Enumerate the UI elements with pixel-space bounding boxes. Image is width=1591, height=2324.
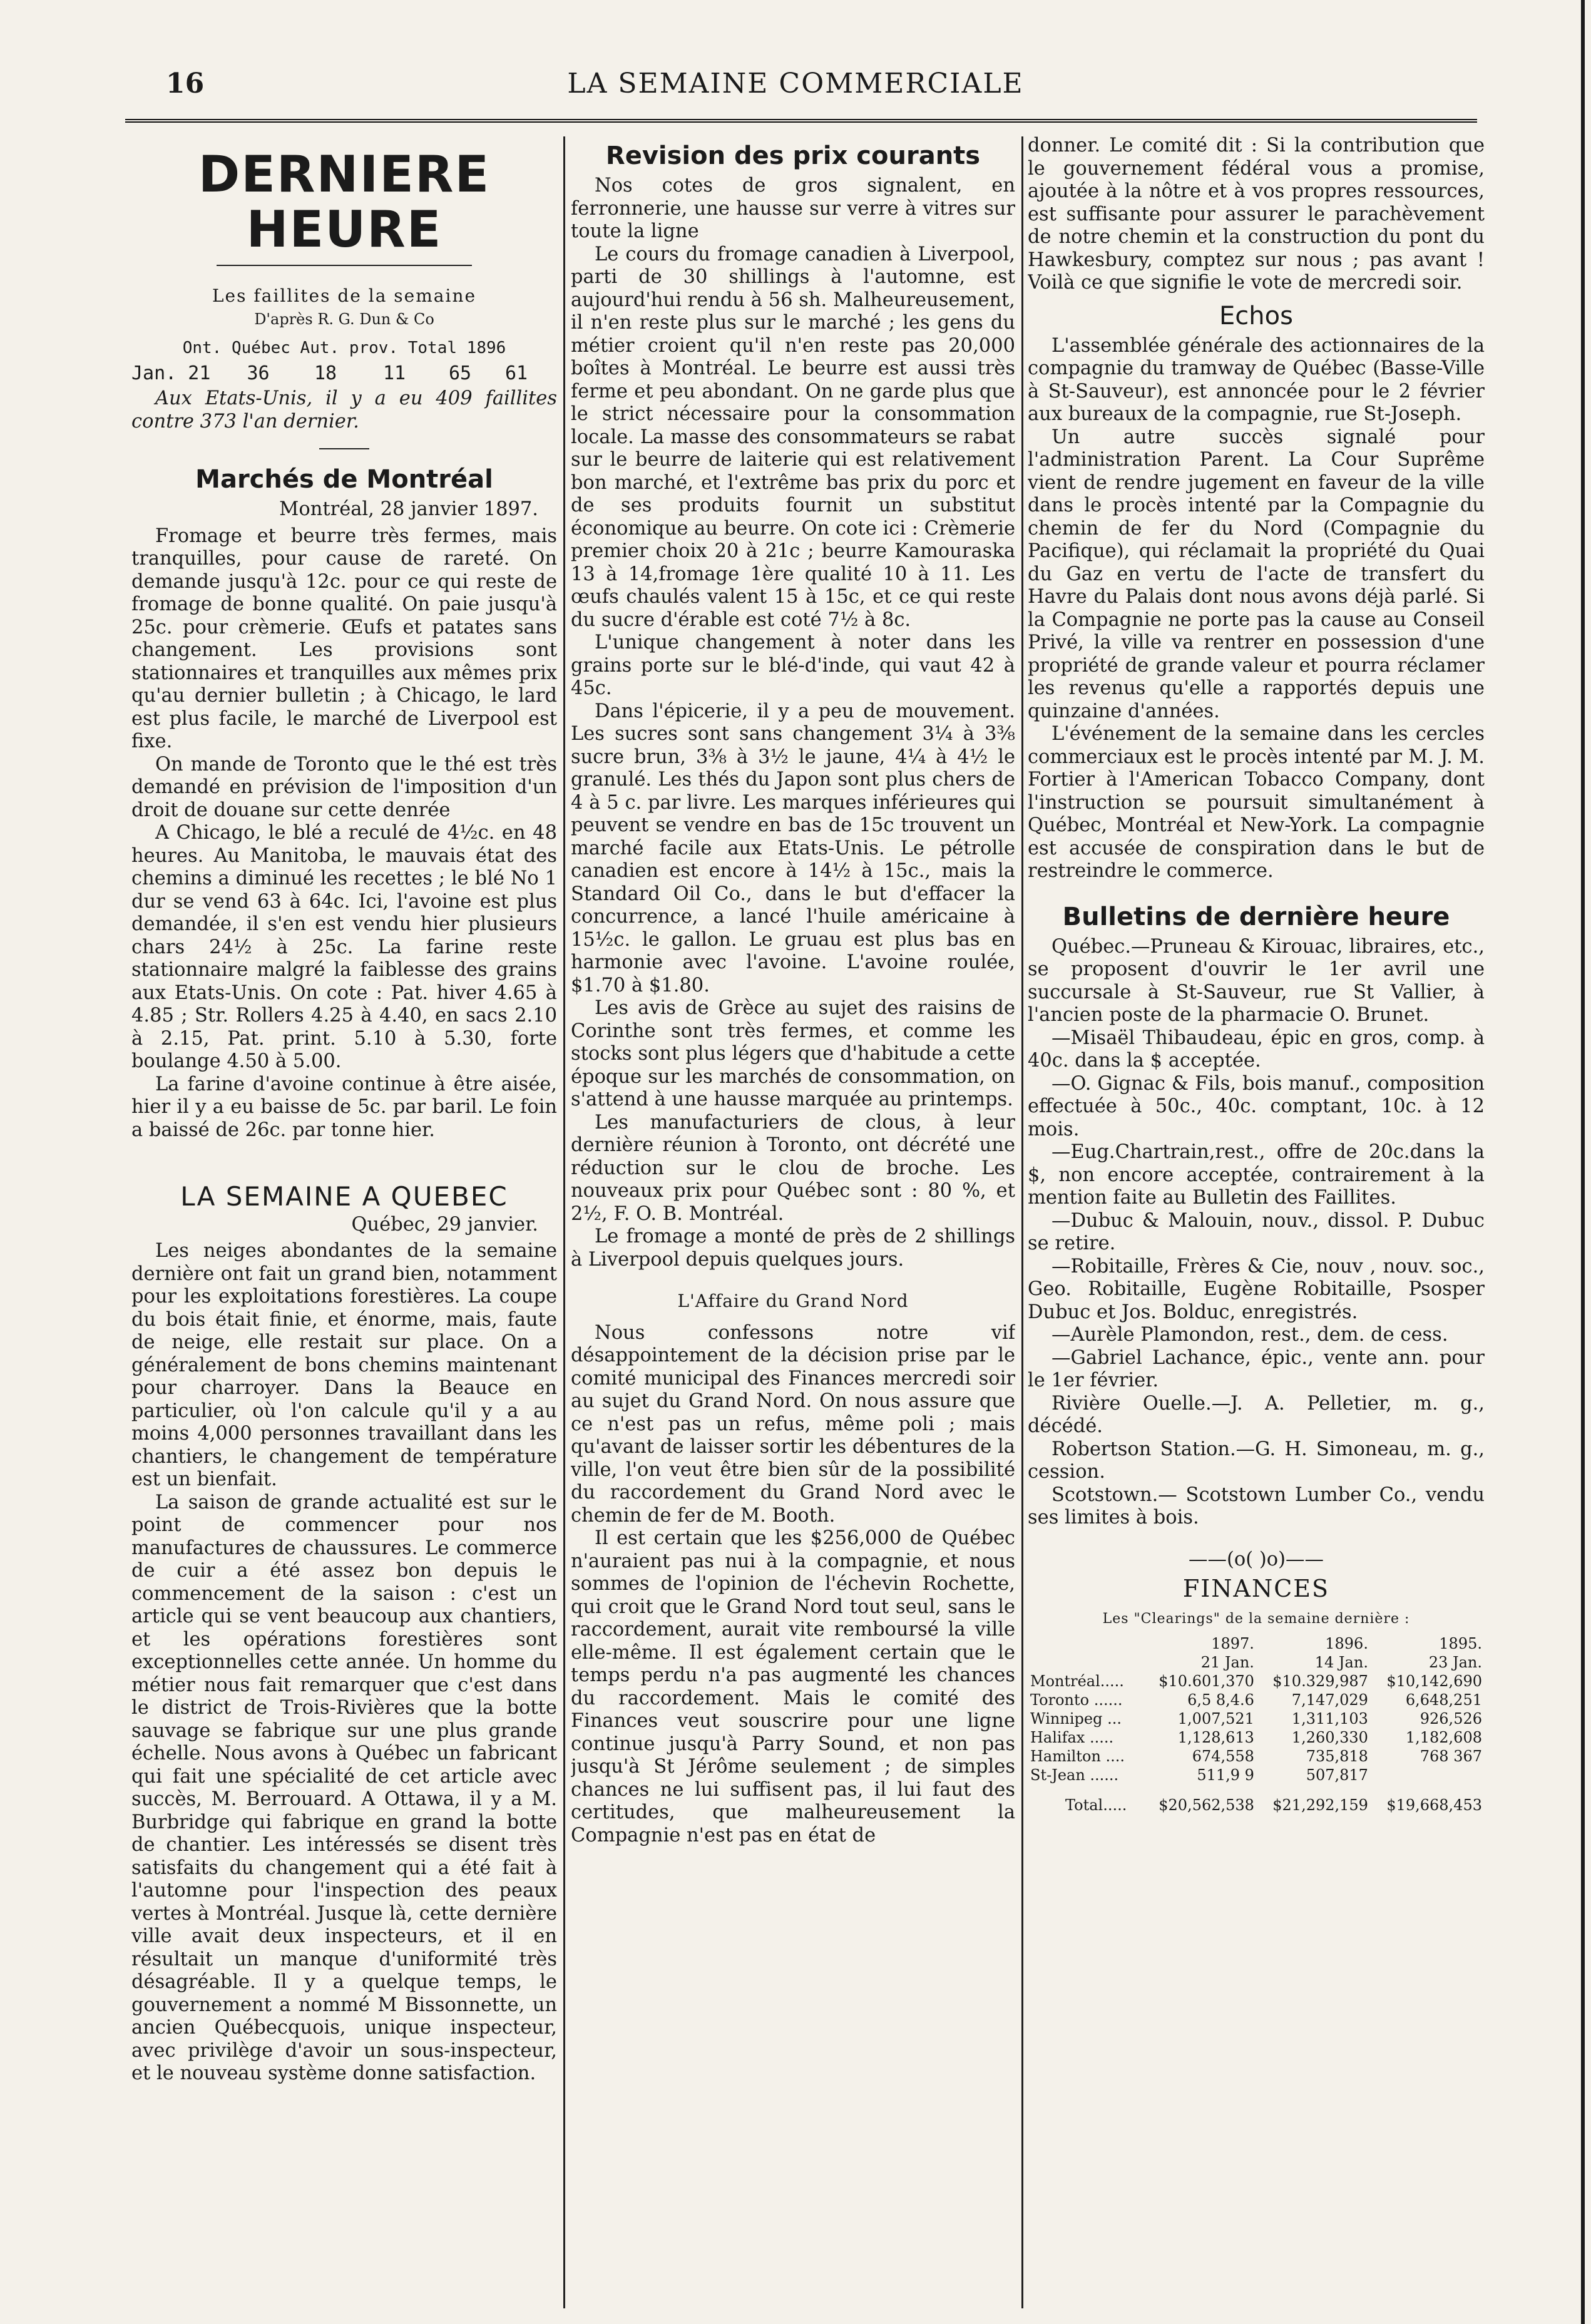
quebec-dateline: Québec, 29 janvier. bbox=[351, 1213, 538, 1236]
table-cell: 1895. bbox=[1439, 1635, 1482, 1652]
stats-cell: 65 bbox=[448, 362, 472, 384]
table-cell: 7,147,029 bbox=[1291, 1691, 1368, 1709]
section-divider bbox=[319, 448, 369, 449]
table-cell: Total..... bbox=[1065, 1796, 1127, 1814]
table-cell bbox=[1028, 1653, 1143, 1672]
table-row bbox=[1028, 1672, 1485, 1691]
table-cell: 926,526 bbox=[1420, 1710, 1482, 1728]
stats-cell: Jan. 21 bbox=[131, 362, 211, 384]
column-rule-2 bbox=[1021, 136, 1023, 2308]
faillites-stats-row bbox=[131, 362, 557, 386]
table-cell: $10.601,370 bbox=[1159, 1672, 1254, 1690]
article-paragraph: Nous confessons notre vif désappointement de la décision prise par le comité municipal des Finances mercredi soir au sujet du Grand Nord. On nous assure que ce n'est pas un refus, même poli ; mais qu'avant de laisser sortir les débentures de la ville, l'on veut être bien sûr de la possibilité du raccordement du Grand Nord avec le chemin de fer de M. Booth. bbox=[571, 1321, 1015, 1527]
table-cell: 23 Jan. bbox=[1428, 1654, 1482, 1671]
table-cell: 1896. bbox=[1325, 1635, 1368, 1652]
table-row bbox=[1028, 1728, 1485, 1747]
bulletin-item: —Eug.Chartrain,rest., offre de 20c.dans la $, non encore acceptée, contrairement à la mention faite au Bulletin des Faillites. bbox=[1028, 1141, 1485, 1209]
table-cell: 6,648,251 bbox=[1405, 1691, 1482, 1709]
table-row bbox=[1028, 1709, 1485, 1728]
marches-heading: Marchés de Montréal bbox=[195, 465, 493, 494]
column-rule-1 bbox=[563, 136, 565, 2308]
table-cell bbox=[1371, 1766, 1485, 1784]
column-1 bbox=[131, 135, 557, 2313]
table-cell: 1897. bbox=[1211, 1635, 1254, 1652]
table-cell: 21 Jan. bbox=[1200, 1654, 1254, 1671]
headline-rule bbox=[217, 265, 472, 266]
finances-heading: FINANCES bbox=[1182, 1575, 1330, 1602]
marches-dateline: Montréal, 28 janvier 1897. bbox=[279, 498, 538, 520]
article-paragraph: Un autre succès signalé pour l'administration Parent. La Cour Suprême vient de rendre jugement en faveur de la ville dans le procès intenté par la Compagnie du chemin de fer du Nord (Compagnie du Pacifique), qui réclamait la propriété du Quai du Gaz en vertu de l'acte de transfert du Havre du Palais dont nous avons déjà parlé. Si la Compagnie ne porte pas la cause au Conseil Privé, la ville va rentrer en possession d'une propriété de grande valeur et pourra réclamer les revenus qu'elle a rapportés depuis une quinzaine d'années. bbox=[1028, 426, 1485, 722]
stats-cell: 18 bbox=[314, 362, 337, 384]
table-cell: 1,311,103 bbox=[1291, 1710, 1368, 1728]
article-paragraph: L'assemblée générale des actionnaires de la compagnie du tramway de Québec (Basse-Ville à St-Sauveur), est annoncée pour le 2 février aux bureaux de la compagnie, rue St-Joseph. bbox=[1028, 334, 1485, 425]
article-paragraph: L'événement de la semaine dans les cercles commerciaux est le procès intenté par M. J. M. Fortier à l'American Tobacco Company, dont l'instruction se poursuit simultanément à Québec, Montréal et New-York. La compagnie est accusée de conspiration dans le but de restreindre le commerce. bbox=[1028, 723, 1485, 882]
column-2 bbox=[571, 135, 1015, 2313]
stats-cell: 61 bbox=[504, 362, 528, 384]
table-cell: 768 367 bbox=[1420, 1748, 1482, 1765]
article-paragraph: Fromage et beurre très fermes, mais tranquilles, pour cause de rareté. On demande jusqu'à 12c. pour ce qui reste de fromage de bonne qualité. On paie jusqu'à 25c. pour crèmerie. Œufs et patates sans changement. Les provisions sont stationnaires et tranquilles aux mêmes prix qu'au dernier bulletin ; à Chicago, le lard est plus facile, le marché de Liverpool est fixe. bbox=[131, 525, 557, 752]
table-cell: 674,558 bbox=[1192, 1748, 1254, 1765]
column-3 bbox=[1028, 135, 1485, 2313]
table-cell: $20,562,538 bbox=[1159, 1796, 1254, 1814]
article-paragraph: Le cours du fromage canadien à Liverpool, parti de 30 shillings à l'automne, est aujourd'hui rendu à 56 sh. Malheureusement, il n'en reste plus sur le marché ; les gens du métier croient qu'il n'en reste pas 20,000 boîtes à Montréal. Le beurre est aussi très ferme et peu abondant. On ne garde plus que le strict nécessaire pour la consommation locale. La masse des consommateurs se rabat sur le beurre de laiterie qui est relativement bon marché, et l'extrême bas prix du porc et de ses produits fournit un substitut économique au beurre. On cote ici : Crèmerie premier choix 20 à 21c ; beurre Kamouraska 13 à 14,fromage 1ère qualité 10 à 11. Les œufs chaulés valent 15 à 15c, et ce qui reste du sucre d'érable est coté 7½ à 8c. bbox=[571, 243, 1015, 631]
table-cell: Toronto ...... bbox=[1030, 1691, 1123, 1709]
article-paragraph: donner. Le comité dit : Si la contribution que le gouvernement fédéral vous a promise, ajoutée à la nôtre et à vos propres ressources, est suffisante pour assurer le parachèvement de notre chemin et la construction du pont du Hawkesbury, comptez sur nous ; pas avant ! Voilà ce que signifie le vote de mercredi soir. bbox=[1028, 135, 1485, 294]
bulletin-item: Québec.—Pruneau & Kirouac, libraires, etc., se proposent d'ouvrir le 1er avril une succursale à St-Sauveur, rue St Vallier, à l'ancien poste de la pharmacie O. Brunet. bbox=[1028, 935, 1485, 1026]
table-cell: Halifax ..... bbox=[1030, 1729, 1114, 1746]
article-paragraph: La farine d'avoine continue à être aisée, hier il y a eu baisse de 5c. par baril. Le foin a baissé de 26c. par tonne hier. bbox=[131, 1073, 557, 1141]
bulletin-item: —Dubuc & Malouin, nouv., dissol. P. Dubuc se retire. bbox=[1028, 1209, 1485, 1254]
faillites-title: Les faillites de la semaine bbox=[212, 285, 477, 306]
table-row bbox=[1028, 1766, 1485, 1784]
bulletin-item: Rivière Ouelle.—J. A. Pelletier, m. g., décédé. bbox=[1028, 1392, 1485, 1437]
bulletin-item: —Gabriel Lachance, épic., vente ann. pour le 1er février. bbox=[1028, 1346, 1485, 1391]
main-headline: DERNIERE HEURE bbox=[198, 145, 491, 259]
article-paragraph: L'unique changement à noter dans les grains porte sur le blé-d'inde, qui vaut 42 à 45c. bbox=[571, 632, 1015, 699]
table-cell: St-Jean ...... bbox=[1030, 1766, 1119, 1784]
table-cell: Hamilton .... bbox=[1030, 1748, 1125, 1765]
revision-heading: Revision des prix courants bbox=[605, 141, 981, 170]
article-paragraph: Les neiges abondantes de la semaine dernière ont fait un grand bien, notamment pour les exploitations forestières. La coupe du bois était finie, et énorme, mais, faute de neige, elle restait sur place. On a généralement de bons chemins maintenant pour charroyer. Dans la Beauce en particulier, où l'on calcule qu'il y a au moins 4,000 personnes travaillant dans les chantiers, le changement de température est un bienfait. bbox=[131, 1240, 557, 1490]
table-total-row bbox=[1028, 1784, 1485, 1815]
header-rule bbox=[125, 119, 1477, 123]
article-paragraph: Les manufacturiers de clous, à leur dernière réunion à Toronto, ont décrété une réduction sur le clou de broche. Les nouveaux prix pour Québec sont : 80 %, et 2½, F. O. B. Montréal. bbox=[571, 1111, 1015, 1225]
table-cell: 507,817 bbox=[1306, 1766, 1368, 1784]
clearings-table bbox=[1028, 1634, 1485, 1815]
table-cell bbox=[1028, 1634, 1143, 1653]
bulletin-item: —O. Gignac & Fils, bois manuf., composition effectuée à 50c., 40c. comptant, 10c. à 12 mois. bbox=[1028, 1072, 1485, 1140]
page-number: 16 bbox=[166, 68, 205, 100]
running-head: LA SEMAINE COMMERCIALE bbox=[567, 68, 1024, 100]
stats-cell: 36 bbox=[247, 362, 270, 384]
article-paragraph: On mande de Toronto que le thé est très demandé en prévision de l'imposition d'un droit de douane sur cette denrée bbox=[131, 753, 557, 821]
bulletin-item: —Robitaille, Frères & Cie, nouv , nouv. soc., Geo. Robitaille, Eugène Robitaille, Psosper Dubuc et Jos. Bolduc, enregistrés. bbox=[1028, 1255, 1485, 1323]
article-paragraph: Dans l'épicerie, il y a peu de mouvement. Les sucres sont sans changement 3¼ à 3⅜ sucre brun, 3⅜ à 3½ le jaune, 4¼ à 4½ le granulé. Les thés du Japon sont plus chers de 4 à 5 c. par livre. Les marques inférieures qui peuvent se vendre en bas de 15c trouvent un marché facile aux Etats-Unis. Le pétrolle canadien est encore à 14½ à 15c., mais la Standard Oil Co., dans le but d'effacer la concurrence, a lancé l'huile américaine à 15½c. le gallon. Le gruau est plus bas en harmonie avec l'avoine. L'avoine roulée, $1.70 à $1.80. bbox=[571, 700, 1015, 996]
table-cell: 1,182,608 bbox=[1405, 1729, 1482, 1746]
bulletin-item: Scotstown.— Scotstown Lumber Co., vendu ses limites à bois. bbox=[1028, 1483, 1485, 1528]
article-paragraph: Les avis de Grèce au sujet des raisins de Corinthe sont très fermes, et comme les stocks sont plus légers que d'habitude a cette époque sur les marchés de consommation, on s'attend à une hausse marquée au printemps. bbox=[571, 997, 1015, 1110]
table-row bbox=[1028, 1747, 1485, 1766]
table-cell: 6,5 8,4.6 bbox=[1187, 1691, 1254, 1709]
table-cell: 1,260,330 bbox=[1291, 1729, 1368, 1746]
table-cell: 1,128,613 bbox=[1177, 1729, 1254, 1746]
clearings-caption: Les "Clearings" de la semaine dernière : bbox=[1102, 1610, 1410, 1627]
table-cell: $21,292,159 bbox=[1272, 1796, 1368, 1814]
table-cell: $10.329,987 bbox=[1272, 1672, 1368, 1690]
table-cell: $19,668,453 bbox=[1386, 1796, 1482, 1814]
article-paragraph: Le fromage a monté de près de 2 shillings à Liverpool depuis quelques jours. bbox=[571, 1226, 1015, 1271]
table-cell: 14 Jan. bbox=[1314, 1654, 1368, 1671]
table-row bbox=[1028, 1653, 1485, 1672]
faillites-source: D'après R. G. Dun & Co bbox=[254, 310, 434, 328]
table-cell: Montréal..... bbox=[1030, 1672, 1124, 1690]
page-edge-mark bbox=[1581, 0, 1585, 2324]
article-paragraph: A Chicago, le blé a reculé de 4½c. en 48 heures. Au Manitoba, le mauvais état des chemins a diminué les recettes ; le blé No 1 dur se vend 63 à 64c. Ici, l'avoine est plus demandée, il s'en est vendu hier plusieurs chars 24½ à 25c. La farine reste stationnaire malgré la faiblesse des grains aux Etats-Unis. On cote : Pat. hiver 4.65 à 4.85 ; Str. Rollers 4.25 à 4.40, en sacs 2.10 à 2.15, Pat. print. 5.10 à 5.30, forte boulange 4.50 à 5.00. bbox=[131, 822, 557, 1072]
table-row bbox=[1028, 1634, 1485, 1653]
stats-cell: 11 bbox=[382, 362, 406, 384]
table-cell: 511,9 9 bbox=[1197, 1766, 1254, 1784]
ornament-divider: ——(o( )o)—— bbox=[1188, 1548, 1324, 1570]
bulletin-item: —Misaël Thibaudeau, épic en gros, comp. à 40c. dans la $ acceptée. bbox=[1028, 1026, 1485, 1072]
quebec-heading: LA SEMAINE A QUEBEC bbox=[180, 1181, 508, 1212]
bulletins-heading: Bulletins de dernière heure bbox=[1062, 902, 1450, 931]
bulletin-item: Robertson Station.—G. H. Simoneau, m. g., cession. bbox=[1028, 1438, 1485, 1483]
table-cell: 735,818 bbox=[1306, 1748, 1368, 1765]
faillites-note: Aux Etats-Unis, il y a eu 409 faillites contre 373 l'an dernier. bbox=[131, 387, 557, 433]
grand-nord-heading: L'Affaire du Grand Nord bbox=[677, 1291, 909, 1311]
article-paragraph: La saison de grande actualité est sur le point de commencer pour nos manufactures de chaussures. Le commerce de cuir a été assez bon depuis le commencement de la saison : c'est un article qui se vent beaucoup aux chantiers, et les opérations forestières sont exceptionnelles cette année. Un homme du métier nous fait remarquer que c'est dans le district de Trois-Rivières que la botte sauvage se fabrique sur une plus grande échelle. Nous avons à Québec un fabricant qui fait une spécialité de cet article avec succès, M. Berrouard. A Ottawa, il y a M. Burbridge qui fabrique en grand la botte de chantier. Les intéressés se disent très satisfaits du changement qui a été fait à l'automne pour l'inspection des peaux vertes à Montréal. Jusque là, cette dernière ville avait deux inspecteurs, et il en résultait un manque d'uniformité très désagréable. Il y a quelque temps, le gouvernement a nommé M Bissonnette, un ancien Québecquois, unique inspecteur, avec privilège d'avoir un sous-inspecteur, et le nouveau système donne satisfaction. bbox=[131, 1491, 557, 2084]
bulletin-item: —Aurèle Plamondon, rest., dem. de cess. bbox=[1051, 1324, 1448, 1346]
table-cell: 1,007,521 bbox=[1177, 1710, 1254, 1728]
article-paragraph: Nos cotes de gros signalent, en ferronnerie, une hausse sur verre à vitres sur toute la ligne bbox=[571, 175, 1015, 242]
echos-heading: Echos bbox=[1219, 301, 1293, 330]
article-paragraph: Il est certain que les $256,000 de Québec n'auraient pas nui à la compagnie, et nous sommes de l'opinion de l'échevin Rochette, qui croit que le Grand Nord tout seul, sans le raccordement, aurait vite remboursé la ville elle-même. Il est également certain que le temps perdu n'a pas augmenté les chances du raccordement. Mais le comité des Finances veut souscrire pour une ligne continue jusqu'à Parry Sound, et non pas jusqu'à St Jérôme seulement ; de simples chances ne lui suffisent pas, il lui faut des certitudes, que malheureusement la Compagnie n'est pas en état de bbox=[571, 1527, 1015, 1846]
table-cell: $10,142,690 bbox=[1386, 1672, 1482, 1690]
table-row bbox=[1028, 1691, 1485, 1709]
faillites-stats-header: Ont. Québec Aut. prov. Total 1896 bbox=[182, 339, 506, 357]
table-cell: Winnipeg ... bbox=[1030, 1710, 1122, 1728]
